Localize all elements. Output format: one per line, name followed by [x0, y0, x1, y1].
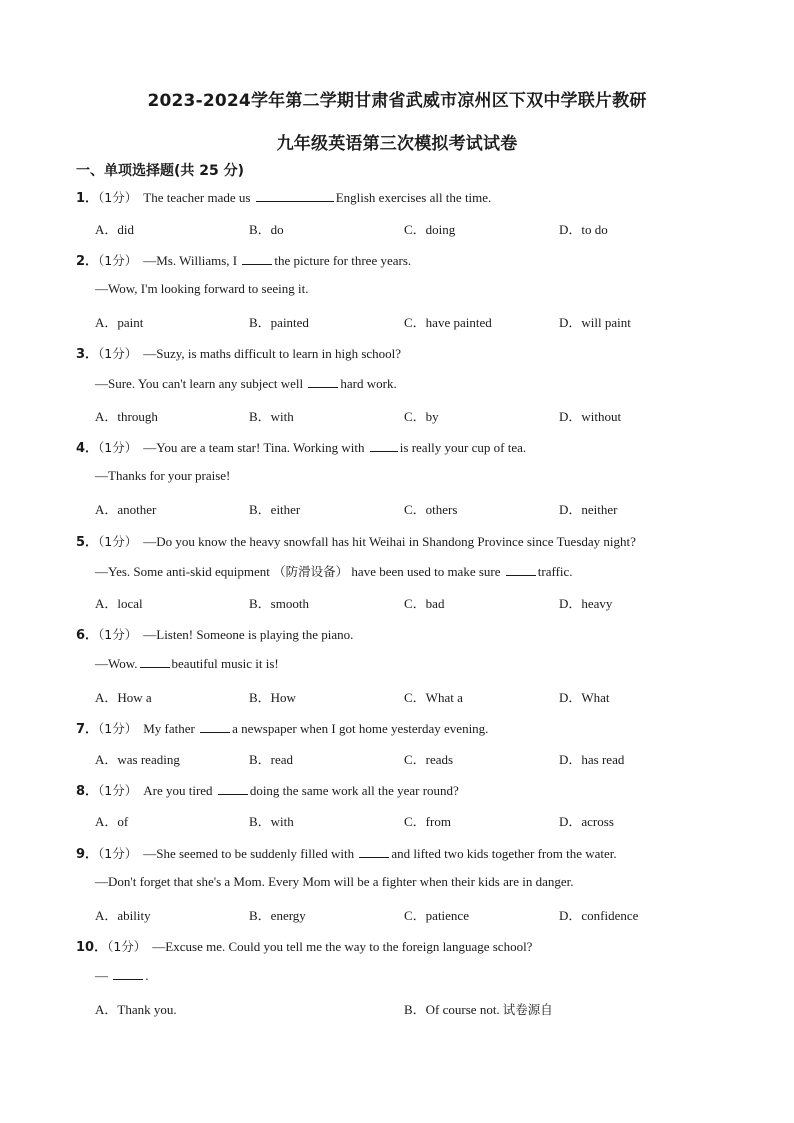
- question-text: hard work.: [340, 376, 397, 391]
- option-b[interactable]: B．do: [249, 222, 284, 237]
- answer-blank: [308, 375, 338, 388]
- question-text: doing the same work all the year round?: [249, 783, 459, 798]
- question-continuation: [95, 655, 279, 672]
- option-d[interactable]: D．has read: [559, 752, 625, 767]
- question-text: have been used to make sure: [351, 564, 501, 579]
- question-text: —She seemed to be suddenly filled with: [143, 846, 355, 861]
- answer-blank: [359, 845, 389, 858]
- answer-blank: [140, 655, 170, 668]
- option-b[interactable]: B．with: [249, 814, 294, 829]
- question-8: [76, 780, 459, 799]
- option-a[interactable]: A．through: [95, 409, 158, 424]
- option-b[interactable]: B．with: [249, 409, 294, 424]
- answer-blank: [218, 782, 248, 795]
- question-points: （1分）: [98, 346, 138, 361]
- option-a[interactable]: A．ability: [95, 908, 151, 923]
- question-text: The teacher made us: [143, 190, 251, 205]
- option-d[interactable]: D．to do: [559, 222, 608, 237]
- option-d[interactable]: D．across: [559, 814, 614, 829]
- answer-blank: [506, 563, 536, 576]
- question-text: My father: [143, 721, 195, 736]
- question-text: English exercises all the time.: [335, 190, 492, 205]
- option-c[interactable]: C．doing: [404, 222, 456, 237]
- answer-blank: [370, 439, 398, 452]
- option-c[interactable]: C．have painted: [404, 315, 492, 330]
- question-text: —Yes. Some anti-skid equipment: [95, 564, 270, 579]
- options-row: [95, 999, 735, 1017]
- options-row: [95, 593, 735, 611]
- option-a[interactable]: A．of: [95, 814, 129, 829]
- options-row: [95, 219, 735, 237]
- options-row: [95, 312, 735, 330]
- options-row: [95, 905, 735, 923]
- option-c[interactable]: C．by: [404, 409, 439, 424]
- exam-title-line2: 九年级英语第三次模拟考试试卷: [276, 134, 518, 154]
- option-a[interactable]: A．another: [95, 502, 157, 517]
- question-text: —: [95, 968, 108, 983]
- question-text: a newspaper when I got home yesterday evening.: [232, 721, 489, 736]
- option-b[interactable]: B．painted: [249, 315, 309, 330]
- option-b[interactable]: B．either: [249, 502, 301, 517]
- option-d[interactable]: D．confidence: [559, 908, 639, 923]
- option-a[interactable]: A．Thank you.: [95, 1002, 177, 1017]
- question-points: （1分）: [98, 190, 138, 205]
- question-points: （1分）: [98, 846, 138, 861]
- question-points: （1分）: [98, 253, 138, 268]
- option-d[interactable]: D．heavy: [559, 596, 613, 611]
- option-b[interactable]: [404, 999, 553, 1018]
- question-continuation: [95, 375, 397, 392]
- question-gloss: （防滑设备）: [273, 564, 349, 579]
- answer-blank: [242, 252, 272, 265]
- options-row: [95, 499, 735, 517]
- question-text: —Sure. You can't learn any subject well: [95, 376, 304, 391]
- question-4: [76, 437, 526, 456]
- question-5: [76, 531, 636, 550]
- option-b[interactable]: B．energy: [249, 908, 306, 923]
- question-text: is really your cup of tea.: [399, 440, 527, 455]
- option-d[interactable]: D．neither: [559, 502, 618, 517]
- question-text: Are you tired: [143, 783, 213, 798]
- question-number: 3．: [76, 347, 99, 362]
- question-number: 5．: [76, 535, 99, 550]
- question-number: 6．: [76, 628, 99, 643]
- option-a[interactable]: A．did: [95, 222, 135, 237]
- question-points: （1分）: [98, 783, 138, 798]
- option-d[interactable]: D．without: [559, 409, 622, 424]
- option-d[interactable]: D．What: [559, 690, 610, 705]
- question-number: 4．: [76, 441, 99, 456]
- question-text: —Wow.: [95, 656, 138, 671]
- option-a[interactable]: A．was reading: [95, 752, 180, 767]
- question-number: 7．: [76, 722, 99, 737]
- question-10: [76, 936, 532, 955]
- answer-blank: [256, 189, 334, 202]
- option-a[interactable]: A．local: [95, 596, 143, 611]
- question-text: —Ms. Williams, I: [143, 253, 238, 268]
- option-c[interactable]: C．reads: [404, 752, 454, 767]
- options-row: [95, 749, 735, 767]
- answer-blank: [113, 967, 143, 980]
- question-continuation: [95, 967, 149, 984]
- question-text: —Excuse me. Could you tell me the way to the foreign language school?: [152, 939, 533, 954]
- question-6: [76, 624, 353, 643]
- options-row: [95, 811, 735, 829]
- question-text: beautiful music it is!: [171, 656, 279, 671]
- option-c[interactable]: C．from: [404, 814, 451, 829]
- question-text: —Do you know the heavy snowfall has hit Weihai in Shandong Province since Tuesday night?: [143, 534, 636, 549]
- question-points: （1分）: [98, 627, 138, 642]
- section-heading: 一、单项选择题(共 25 分): [76, 163, 245, 179]
- option-a[interactable]: A．paint: [95, 315, 144, 330]
- exam-title-line1: 2023-2024学年第二学期甘肃省武威市凉州区下双中学联片教研: [147, 91, 647, 111]
- question-7: [76, 718, 488, 737]
- question-text: the picture for three years.: [274, 253, 412, 268]
- question-text: —Suzy, is maths difficult to learn in high school?: [143, 346, 402, 361]
- question-2: [76, 250, 411, 269]
- question-3: [76, 343, 401, 362]
- option-b[interactable]: B．How: [249, 690, 296, 705]
- question-continuation: —Thanks for your praise!: [95, 468, 231, 483]
- question-points: （1分）: [98, 721, 138, 736]
- option-b[interactable]: B．read: [249, 752, 294, 767]
- question-text: and lifted two kids together from the water.: [391, 846, 617, 861]
- question-number: 10．: [76, 940, 108, 955]
- option-b[interactable]: B．smooth: [249, 596, 309, 611]
- question-number: 1．: [76, 191, 99, 206]
- option-c[interactable]: C．What a: [404, 690, 463, 705]
- question-number: 9．: [76, 847, 99, 862]
- question-text: traffic.: [537, 564, 573, 579]
- question-continuation: —Wow, I'm looking forward to seeing it.: [95, 281, 309, 296]
- option-c[interactable]: C．bad: [404, 596, 445, 611]
- option-a[interactable]: A．How a: [95, 690, 152, 705]
- option-b-text: B．Of course not.: [404, 1002, 500, 1017]
- source-tag: 试卷源自: [502, 1002, 553, 1017]
- question-9: [76, 843, 617, 862]
- question-continuation: —Don't forget that she's a Mom. Every Mom will be a fighter when their kids are in danger.: [95, 874, 574, 889]
- options-row: [95, 406, 735, 424]
- question-number: 2．: [76, 254, 99, 269]
- question-number: 8．: [76, 784, 99, 799]
- question-text: .: [145, 968, 149, 983]
- question-points: （1分）: [98, 440, 138, 455]
- question-points: （1分）: [107, 939, 147, 954]
- question-text: —Listen! Someone is playing the piano.: [143, 627, 354, 642]
- question-continuation: [95, 562, 573, 580]
- option-c[interactable]: C．others: [404, 502, 458, 517]
- question-1: [76, 187, 491, 206]
- question-points: （1分）: [98, 534, 138, 549]
- option-c[interactable]: C．patience: [404, 908, 469, 923]
- option-d[interactable]: D．will paint: [559, 315, 631, 330]
- question-text: —You are a team star! Tina. Working with: [143, 440, 365, 455]
- options-row: [95, 687, 735, 705]
- answer-blank: [200, 720, 230, 733]
